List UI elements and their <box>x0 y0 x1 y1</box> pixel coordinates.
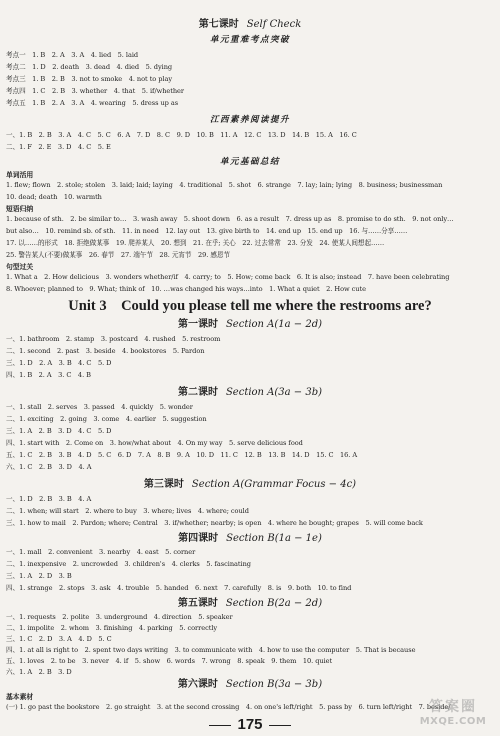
l5-line: 六、1. A 2. B 3. D <box>6 668 72 676</box>
page-number-dash-left <box>209 725 231 726</box>
kp-line: 考点三 1. B 2. B 3. not to smoke 4. not to play <box>6 75 173 83</box>
unit-title: Unit 3 Could you please tell me where the restrooms are? <box>68 298 432 314</box>
l5-line: 一、1. requests 2. polite 3. underground 4. direction 5. speaker <box>6 613 233 621</box>
watermark-line1: 答案圈 <box>429 699 477 715</box>
sub-phrases: 短语归纳 <box>6 205 34 213</box>
banner-reading: 江西素养阅读提升 <box>209 115 290 125</box>
lesson6-title-row <box>0 678 500 692</box>
l1-line: 三、1. D 2. A 3. B 4. C 5. D <box>6 359 112 367</box>
lesson6-en: Section B(3a − 3b) <box>225 679 323 690</box>
kp-line: 考点五 1. B 2. A 3. A 4. wearing 5. dress up as <box>6 99 179 107</box>
lesson3-heading <box>0 478 500 492</box>
l5-line: 四、1. at all is right to 2. spent two days writing 3. to communicate with 4. how to use the computer 5. That is because <box>6 646 416 654</box>
l2-line: 一、1. stall 2. serves 3. passed 4. quickly 5. wonder <box>6 403 193 411</box>
sentences-line: 1. What a 2. How delicious 3. wonders whether/if 4. carry; to 5. How; come back 6. It is also; instead 7. have been celebrating <box>6 273 450 281</box>
l1-line: 二、1. second 2. past 3. beside 4. bookstores 5. Pardon <box>6 347 205 355</box>
page-number-text: 175 <box>237 716 263 733</box>
l4-line: 一、1. mall 2. convenient 3. nearby 4. east 5. corner <box>6 548 196 556</box>
lesson5-heading <box>0 597 500 611</box>
l3-line: 三、1. how to mail 2. Pardon; where; Central 3. if/whether; nearby; is open 4. where he bought; grapes 5. will come back <box>6 519 423 527</box>
l5-line: 五、1. loves 2. to be 3. never 4. if 5. show 6. words 7. wrong 8. speak 9. them 10. quiet <box>6 657 333 665</box>
lesson5-en: Section B(2a − 2d) <box>225 598 323 609</box>
lesson2-en: Section A(3a − 3b) <box>225 387 323 398</box>
lesson2-title: 第二课时 <box>177 387 218 398</box>
page-number-dash-right <box>269 725 291 726</box>
l2-line: 四、1. start with 2. Come on 3. how/what about 4. On my way 5. serve delicious food <box>6 439 303 447</box>
l2-line: 六、1. C 2. B 3. D 4. A <box>6 463 92 471</box>
sub-basic-material: 基本素材 <box>6 693 34 701</box>
phrases-line: but also… 10. remind sb. of sth. 11. in need 12. lay out 13. give birth to 14. end up 15. end up 16. 与……分享…… <box>6 227 408 235</box>
lesson5-title: 第五课时 <box>177 598 218 609</box>
words-line: 10. dead; death 10. warmth <box>6 193 102 201</box>
lesson6-title: 第六课时 <box>177 679 218 690</box>
lesson7-heading <box>0 18 500 32</box>
l4-line: 二、1. inexpensive 2. uncrowded 3. children's 4. clerks 5. fascinating <box>6 560 251 568</box>
phrases-line: 25. 警告某人(不要)做某事 26. 春节 27. 端午节 28. 元宵节 29. 感恩节 <box>6 251 231 259</box>
lesson4-heading <box>0 532 500 546</box>
l4-line: 三、1. A 2. D 3. B <box>6 572 72 580</box>
lesson3-en: Section A(Grammar Focus − 4c) <box>191 479 357 490</box>
lesson7-en: Self Check <box>246 19 302 30</box>
lesson1-heading <box>0 318 500 332</box>
sub-words: 单词活用 <box>6 171 34 179</box>
l2-line: 三、1. A 2. B 3. D 4. C 5. D <box>6 427 112 435</box>
reading-line: 一、1. B 2. B 3. A 4. C 5. C 6. A 7. D 8. C 9. D 10. B 11. A 12. C 13. D 14. B 15. A 16. C <box>6 131 357 139</box>
sentences-line: 8. Whoever; planned to 9. What; think of 10. …was changed his ways…into 1. What a quiet 2. How cute <box>6 285 366 293</box>
lesson2-heading <box>0 386 500 400</box>
banner-summary: 单元基础总结 <box>219 157 280 167</box>
l3-line: 二、1. when; will start 2. where to buy 3. where; lives 4. where; could <box>6 507 249 515</box>
banner-key-points: 单元重难考点突破 <box>209 35 290 45</box>
watermark-logo <box>410 698 496 732</box>
lesson3-title: 第三课时 <box>143 479 184 490</box>
l4-line: 四、1. strange 2. stops 3. ask 4. trouble 5. handed 6. next 7. carefully 8. is 9. both 10. to find <box>6 584 352 592</box>
l6-line: (一) 1. go past the bookstore 2. go straight 3. at the second crossing 4. on one's left/right 5. pass by 6. turn left/right 7. beside/ <box>6 703 451 711</box>
phrases-line: 17. 以……的形式 18. 拒绝做某事 19. 爬养某人 20. 想到 21. 在乎; 关心 22. 过去常常 23. 分发 24. 使某人间想起…… <box>6 239 385 247</box>
words-line: 1. flew; flown 2. stole; stolen 3. laid; laid; laying 4. traditional 5. shot 6. strange 7. lay; lain; lying 8. business; businessman <box>6 181 443 189</box>
kp-line: 考点四 1. C 2. B 3. whether 4. that 5. if/whether <box>6 87 185 95</box>
lesson4-en: Section B(1a − 1e) <box>226 533 322 544</box>
sub-sentences: 句型过关 <box>6 263 34 271</box>
lesson7-title: 第七课时 <box>198 19 239 30</box>
l5-line: 二、1. impolite 2. whom 3. finishing 4. parking 5. correctly <box>6 624 218 632</box>
lesson4-title: 第四课时 <box>178 533 219 544</box>
l2-line: 五、1. C 2. B 3. B 4. D 5. C 6. D 7. A 8. B 9. A 10. D 11. C 12. B 13. B 14. D 15. C 16. A <box>6 451 358 459</box>
l2-line: 二、1. exciting 2. going 3. come 4. earlier 5. suggestion <box>6 415 207 423</box>
phrases-line: 1. because of sth. 2. be similar to… 3. wash away 5. shoot down 6. as a result 7. dress up as 8. promise to do sth. 9. not only… <box>6 215 454 223</box>
l1-line: 一、1. bathroom 2. stamp 3. postcard 4. rushed 5. restroom <box>6 335 221 343</box>
l5-line: 三、1. C 2. D 3. A 4. D 5. C <box>6 635 112 643</box>
watermark-line2: MXQE.COM <box>419 716 487 727</box>
l1-line: 四、1. B 2. A 3. C 4. B <box>6 371 91 379</box>
l3-line: 一、1. D 2. B 3. B 4. A <box>6 495 92 503</box>
lesson1-en: Section A(1a − 2d) <box>225 319 323 330</box>
kp-line: 考点二 1. D 2. death 3. dead 4. died 5. dying <box>6 63 173 71</box>
reading-line: 二、1. F 2. E 3. D 4. C 5. E <box>6 143 111 151</box>
kp-line: 考点一 1. B 2. A 3. A 4. lied 5. laid <box>6 51 139 59</box>
lesson1-title: 第一课时 <box>177 319 218 330</box>
